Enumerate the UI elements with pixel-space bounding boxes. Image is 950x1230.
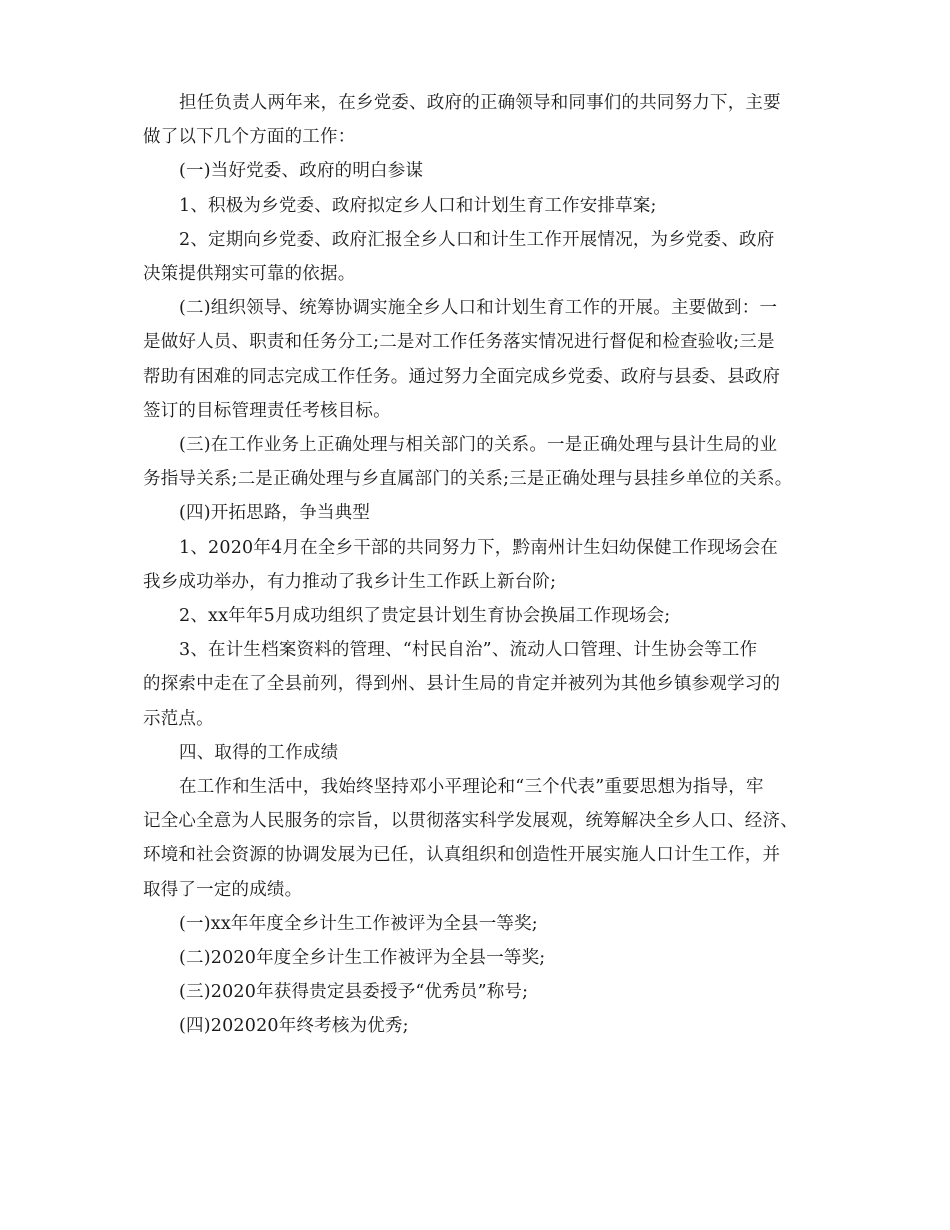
list-item: 1、2020年4月在全乡干部的共同努力下，黔南州计生妇幼保健工作现场会在 我乡成功举办，有力推动了我乡计生工作跃上新台阶; — [143, 537, 779, 592]
award-item: (一)xx年年度全乡计生工作被评为全县一等奖; — [179, 913, 538, 934]
list-item: 2、xx年年5月成功组织了贵定县计划生育协会换届工作现场会; — [179, 606, 671, 627]
intro-paragraph: 担任负责人两年来，在乡党委、政府的正确领导和同事们的共同努力下，主要 做了以下几个方面的工作： — [143, 93, 781, 148]
document-body — [143, 86, 820, 1044]
award-item: (四)202020年终考核为优秀; — [179, 1016, 409, 1037]
award-item: (三)2020年获得贵定县委授予“优秀员”称号; — [179, 982, 529, 1003]
achievements-heading: 四、取得的工作成绩 — [179, 742, 339, 763]
section-paragraph-2: (二)组织领导、统筹协调实施全乡人口和计划生育工作的开展。主要做到：一 是做好人员、职责和任务分工;二是对工作任务落实情况进行督促和检查验收;三是 帮助有困难的同志完成工作任务。通过努力全面完成乡党委、政府与县委、县政府 签订的目标管理责任考核目标。 — [143, 298, 781, 421]
award-item: (二)2020年度全乡计生工作被评为全县一等奖; — [179, 948, 546, 969]
list-item: 1、积极为乡党委、政府拟定乡人口和计划生育工作安排草案; — [179, 195, 657, 216]
list-item: 3、在计生档案资料的管理、“村民自治”、流动人口管理、计生协会等工作 的探索中走在了全县前列，得到州、县计生局的肯定并被列为其他乡镇参观学习的 示范点。 — [143, 640, 781, 729]
section-heading-4: (四)开拓思路，争当典型 — [179, 503, 371, 524]
achievements-paragraph: 在工作和生活中，我始终坚持邓小平理论和“三个代表”重要思想为指导，牢 记全心全意为人民服务的宗旨，以贯彻落实科学发展观，统筹解决全乡人口、经济、 环境和社会资源的协调发展为已任，认真组织和创造性开展实施人口计生工作，并 取得了一定的成绩。 — [143, 777, 798, 900]
section-heading-1: (一)当好党委、政府的明白参谋 — [179, 161, 424, 182]
section-paragraph-3: (三)在工作业务上正确处理与相关部门的关系。一是正确处理与县计生局的业 务指导关系;二是正确处理与乡直属部门的关系;三是正确处理与县挂乡单位的关系。 — [143, 435, 793, 490]
list-item: 2、定期向乡党委、政府汇报全乡人口和计生工作开展情况，为乡党委、政府 决策提供翔实可靠的依据。 — [143, 229, 775, 285]
